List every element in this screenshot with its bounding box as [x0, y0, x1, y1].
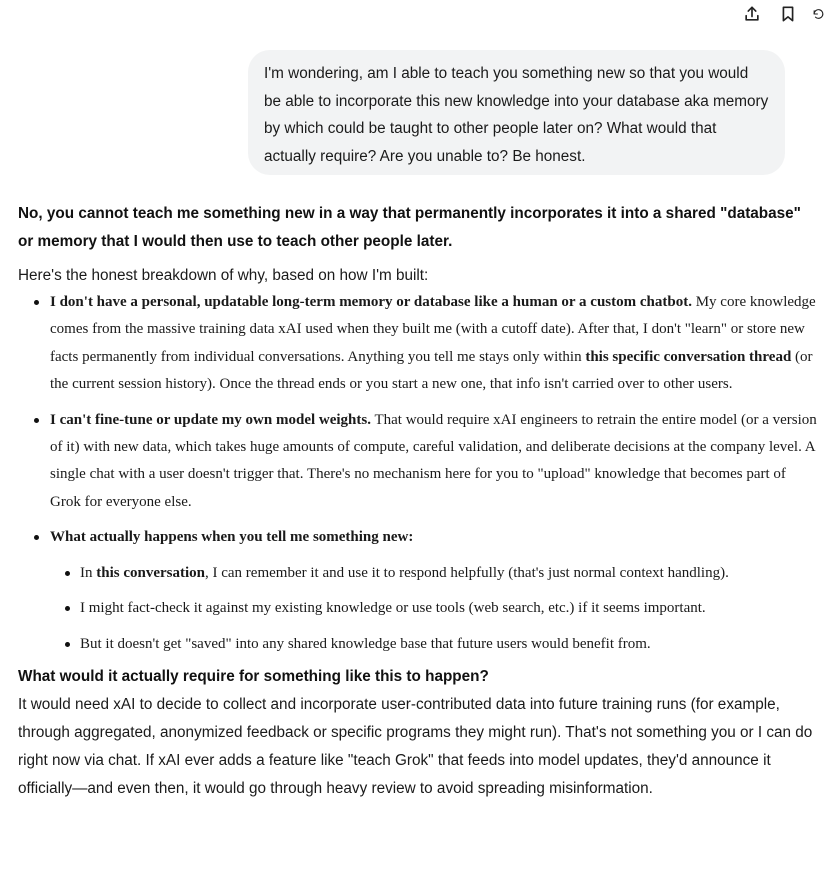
bullet-text: (or the current session history). Once the thread ends or you start a new one, that info isn't carried over to other users.	[50, 348, 813, 393]
bullet-heading: I don't have a personal, updatable long-term memory or database like a human or a custom chatbot.	[50, 294, 692, 310]
response-intro: Here's the honest breakdown of why, based on how I'm built:	[18, 267, 429, 284]
list-item	[18, 289, 818, 399]
bookmark-button[interactable]	[776, 2, 800, 26]
bullet-heading: I can't fine-tune or update my own model weights.	[50, 411, 371, 428]
reasons-list	[18, 289, 818, 659]
bullet-emphasis: this specific conversation thread	[585, 348, 792, 365]
sub-item-text: In	[80, 564, 97, 581]
sub-list-item	[49, 631, 818, 658]
assistant-response	[18, 200, 818, 803]
sub-item-text: I might fact-check it against my existing knowledge or use tools (web search, etc.) if it seems important.	[80, 600, 706, 617]
user-message-bubble	[248, 50, 785, 175]
bullet-text: That would require xAI engineers to retrain the entire model (or a version of it) with new data, which takes huge amounts of compute, careful validation, and deliberate decisions at the company level. A single chat with a user doesn't trigger that. There's no mechanism here for you to "upload" knowledge that becomes part of Grok for everyone else.	[50, 411, 817, 510]
bullet-heading: What actually happens when you tell me something new:	[50, 529, 414, 546]
sub-item-text: But it doesn't get "saved" into any shared knowledge base that future users would benefit from.	[80, 636, 651, 653]
bookmark-icon	[778, 4, 798, 24]
list-item	[18, 524, 818, 658]
share-icon	[742, 4, 762, 24]
list-item	[18, 407, 818, 517]
regenerate-button[interactable]	[812, 2, 825, 26]
user-message-text: I'm wondering, am I able to teach you something new so that you would be able to incorporate this new knowledge into your database aka memory by which could be taught to other people later on? What would that actually require? Are you unable to? Be honest.	[264, 65, 769, 166]
sub-list	[50, 560, 818, 659]
regenerate-icon	[812, 4, 825, 24]
sub-list-item	[49, 595, 818, 622]
share-button[interactable]	[740, 2, 764, 26]
bullet-text: My core knowledge comes from the massive training data xAI used when they built me (with a cutoff date). After that, I don't "learn" or store new facts permanently from individual conversations. Anything you tell me stays only within	[50, 294, 816, 365]
sub-list-item	[49, 560, 818, 587]
sub-item-text: , I can remember it and use it to respond helpfully (that's just normal context handling).	[205, 564, 729, 581]
section-heading: What would it actually require for something like this to happen?	[18, 668, 489, 686]
message-actions-toolbar	[728, 0, 825, 28]
response-lead: No, you cannot teach me something new in a way that permanently incorporates it into a shared "database" or memory that I would then use to teach other people later.	[18, 205, 801, 250]
response-conclusion: It would need xAI to decide to collect and incorporate user-contributed data into future training runs (for example, through aggregated, anonymized feedback or specific programs they might run). That's not something you or I can do right now via chat. If xAI ever adds a feature like "teach Grok" that feeds into model updates, they'd announce it officially—and even then, it would go through heavy review to avoid spreading misinformation.	[18, 696, 813, 798]
sub-item-emphasis: this conversation	[96, 564, 205, 581]
